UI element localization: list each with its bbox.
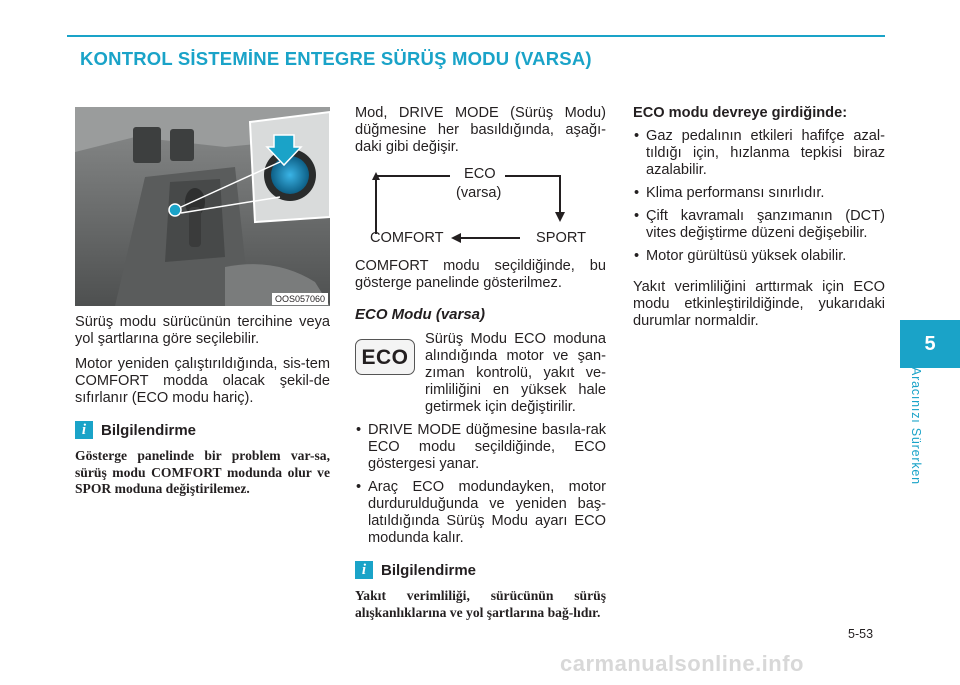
column-2 bbox=[355, 105, 606, 629]
diagram-label-comfort: COMFORT bbox=[370, 230, 444, 246]
info-heading bbox=[75, 421, 330, 439]
info-icon: i bbox=[75, 421, 93, 439]
section-heading: ECO modu devreye girdiğinde: bbox=[633, 105, 848, 121]
diagram-label-varsa: (varsa) bbox=[456, 185, 502, 201]
list-item: • Çift kavramalı şanzımanın (DCT) vites değiştirme düzeni değişebilir. bbox=[633, 208, 885, 242]
info-text: Gösterge panelinde bir problem var-sa, sürüş modu COMFORT modunda olur ve SPOR moduna değiştirilemez. bbox=[75, 448, 330, 496]
diagram-label-sport: SPORT bbox=[536, 230, 587, 246]
page-title: KONTROL SİSTEMİNE ENTEGRE SÜRÜŞ MODU (VARSA) bbox=[80, 48, 592, 69]
eco-description bbox=[355, 331, 606, 416]
column-1 bbox=[75, 314, 330, 506]
paragraph: Yakıt verimliliğini arttırmak için ECO modu etkinleştirildiğinde, yukarıdaki durumlar normaldir. bbox=[633, 279, 885, 329]
bullet-list bbox=[633, 128, 885, 265]
paragraph: Sürüş Modu ECO moduna alındığında motor ve şan-zıman kontrolü, yakıt ve-rimliliğini en yüksek hale getirmek için değiştirilir. bbox=[425, 331, 606, 415]
list-item: • Gaz pedalının etkileri hafifçe azal-tıldığı için, hızlanma tepkisi biraz azalabilir. bbox=[633, 128, 885, 179]
info-text: Yakıt verimliliği, sürücünün sürüş alışkanlıklarına ve yol şartlarına bağ-lıdır. bbox=[355, 588, 606, 620]
info-heading bbox=[355, 561, 606, 579]
photo-code: OOS057060 bbox=[272, 293, 328, 305]
page-number: 5-53 bbox=[848, 627, 874, 641]
paragraph: Motor yeniden çalıştırıldığında, sis-tem COMFORT modda olacak şekil-de sıfırlanır (ECO modu hariç). bbox=[75, 356, 330, 406]
paragraph: Mod, DRIVE MODE (Sürüş Modu) düğmesine her basıldığında, aşağı-daki gibi değişir. bbox=[355, 105, 606, 155]
eco-heading: ECO Modu (varsa) bbox=[355, 306, 486, 323]
eco-indicator-icon bbox=[355, 339, 415, 375]
paragraph: Sürüş modu sürücünün tercihine veya yol şartlarına göre seçilebilir. bbox=[75, 314, 330, 347]
info-title: Bilgilendirme bbox=[101, 421, 197, 439]
watermark: carmanualsonline.info bbox=[560, 651, 804, 676]
chapter-tab bbox=[900, 320, 960, 368]
chapter-title: Aracınızı Sürerken bbox=[909, 367, 923, 485]
bullet-list bbox=[355, 422, 606, 547]
list-item: • Klima performansı sınırlıdır. bbox=[633, 185, 885, 202]
list-item: • Motor gürültüsü yüksek olabilir. bbox=[633, 248, 885, 265]
diagram-label-eco: ECO bbox=[464, 166, 496, 182]
info-title: Bilgilendirme bbox=[381, 561, 477, 579]
chapter-number: 5 bbox=[924, 332, 936, 355]
paragraph: COMFORT modu seçildiğinde, bu gösterge panelinde gösterilmez. bbox=[355, 258, 606, 291]
top-rule bbox=[67, 35, 885, 37]
info-icon: i bbox=[355, 561, 373, 579]
list-item: • DRIVE MODE düğmesine basıla-rak ECO modu seçildiğinde, ECO göstergesi yanar. bbox=[355, 422, 606, 473]
column-3 bbox=[633, 105, 885, 338]
eco-badge-label: ECO bbox=[361, 345, 409, 369]
drive-mode-photo bbox=[75, 107, 330, 306]
mode-cycle-diagram bbox=[355, 164, 606, 250]
list-item: • Araç ECO modundayken, motor durdurulduğunda ve yeniden baş-latıldığında Sürüş Modu ayarı ECO modunda kalır. bbox=[355, 479, 606, 547]
drive-mode-button-illustration bbox=[75, 107, 330, 306]
